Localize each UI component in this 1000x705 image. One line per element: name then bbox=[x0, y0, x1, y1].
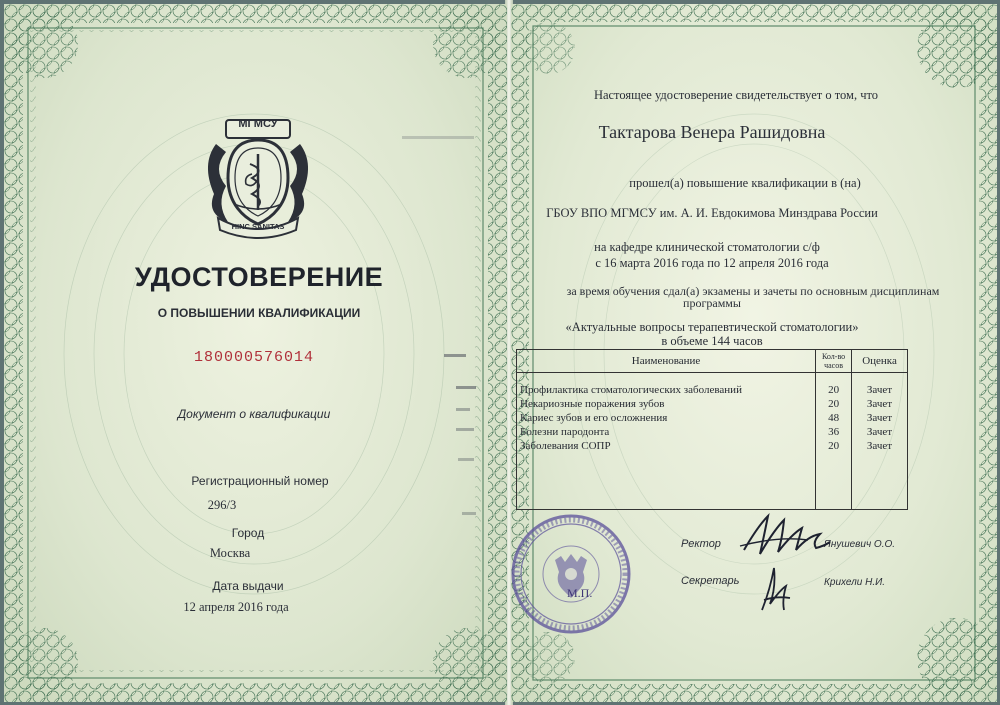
qualification-statement: прошел(а) повышение квалификации в (на) bbox=[629, 176, 861, 190]
table-row bbox=[517, 425, 908, 439]
discipline-grade: Зачет bbox=[852, 397, 908, 411]
program-name: «Актуальные вопросы терапевтической стоматологии» bbox=[565, 320, 859, 334]
holder-full-name: Тактарова Венера Рашидовна bbox=[598, 122, 826, 142]
official-seal bbox=[509, 512, 633, 636]
offset-mark bbox=[402, 136, 474, 139]
certificate-title: УДОСТОВЕРЕНИЕ bbox=[134, 262, 384, 292]
discipline-grade: Зачет bbox=[852, 439, 908, 453]
secretary-signature bbox=[756, 560, 796, 618]
table-header-row bbox=[517, 350, 908, 373]
certificate-left-page bbox=[4, 4, 507, 702]
serial-number: 180000576014 bbox=[193, 349, 315, 366]
study-period: с 16 марта 2016 года по 12 апреля 2016 года bbox=[595, 256, 829, 270]
exams-statement: за время обучения сдал(а) экзамены и зачеты по основным дисциплинам bbox=[566, 284, 940, 298]
emblem-label: МГМСУ bbox=[238, 118, 278, 130]
table-row bbox=[517, 411, 908, 425]
intro-text: Настоящее удостоверение свидетельствует о том, что bbox=[593, 88, 879, 102]
discipline-name: Некариозные поражения зубов bbox=[517, 397, 816, 411]
offset-mark bbox=[456, 386, 476, 389]
issue-date-label: Дата выдачи bbox=[212, 579, 284, 593]
discipline-grade: Зачет bbox=[852, 383, 908, 397]
offset-mark bbox=[444, 354, 466, 357]
discipline-hours: 20 bbox=[816, 397, 852, 411]
discipline-hours: 20 bbox=[816, 383, 852, 397]
column-header-name: Наименование bbox=[517, 350, 816, 373]
discipline-hours: 36 bbox=[816, 425, 852, 439]
seal-label: М.П. bbox=[567, 586, 593, 600]
table-row bbox=[517, 383, 908, 397]
table-row bbox=[517, 397, 908, 411]
rector-label: Ректор bbox=[681, 538, 721, 550]
discipline-name: Заболевания СОПР bbox=[517, 439, 816, 453]
discipline-hours: 48 bbox=[816, 411, 852, 425]
discipline-name: Профилактика стоматологических заболеваний bbox=[517, 383, 816, 397]
table-empty-row bbox=[517, 453, 908, 510]
offset-mark bbox=[456, 428, 474, 431]
city-label: Город bbox=[231, 526, 265, 540]
column-header-grade: Оценка bbox=[852, 350, 908, 373]
department-name: на кафедре клинической стоматологии с/ф bbox=[594, 240, 820, 254]
table-spacer-row bbox=[517, 373, 908, 383]
registration-number: 296/3 bbox=[207, 498, 237, 512]
document-type: Документ о квалификации bbox=[177, 407, 331, 421]
discipline-hours: 20 bbox=[816, 439, 852, 453]
secretary-label: Секретарь bbox=[681, 575, 740, 587]
offset-mark bbox=[456, 408, 470, 411]
issue-date-value: 12 апреля 2016 года bbox=[183, 600, 289, 614]
discipline-grade: Зачет bbox=[852, 411, 908, 425]
column-header-hours: Кол-во часов bbox=[816, 350, 852, 373]
city-value: Москва bbox=[209, 546, 251, 560]
certificate-subtitle: О ПОВЫШЕНИИ КВАЛИФИКАЦИИ bbox=[157, 306, 361, 320]
emblem-motto: HINC SANITAS bbox=[231, 222, 285, 231]
rector-signature bbox=[738, 506, 834, 566]
disciplines-table bbox=[516, 349, 908, 510]
institution-name: ГБОУ ВПО МГМСУ им. А. И. Евдокимова Минздрава России bbox=[546, 206, 878, 220]
registration-label: Регистрационный номер bbox=[191, 474, 329, 488]
secretary-name: Крихели Н.И. bbox=[824, 577, 886, 588]
discipline-name: Болезни пародонта bbox=[517, 425, 816, 439]
discipline-grade: Зачет bbox=[852, 425, 908, 439]
offset-mark bbox=[458, 458, 474, 461]
program-volume: в объеме 144 часов bbox=[661, 334, 763, 348]
table-row bbox=[517, 439, 908, 453]
offset-mark bbox=[462, 512, 476, 515]
discipline-name: Кариес зубов и его осложнения bbox=[517, 411, 816, 425]
rector-name: Янушевич О.О. bbox=[824, 539, 896, 550]
exams-statement-cont: программы bbox=[683, 296, 741, 310]
